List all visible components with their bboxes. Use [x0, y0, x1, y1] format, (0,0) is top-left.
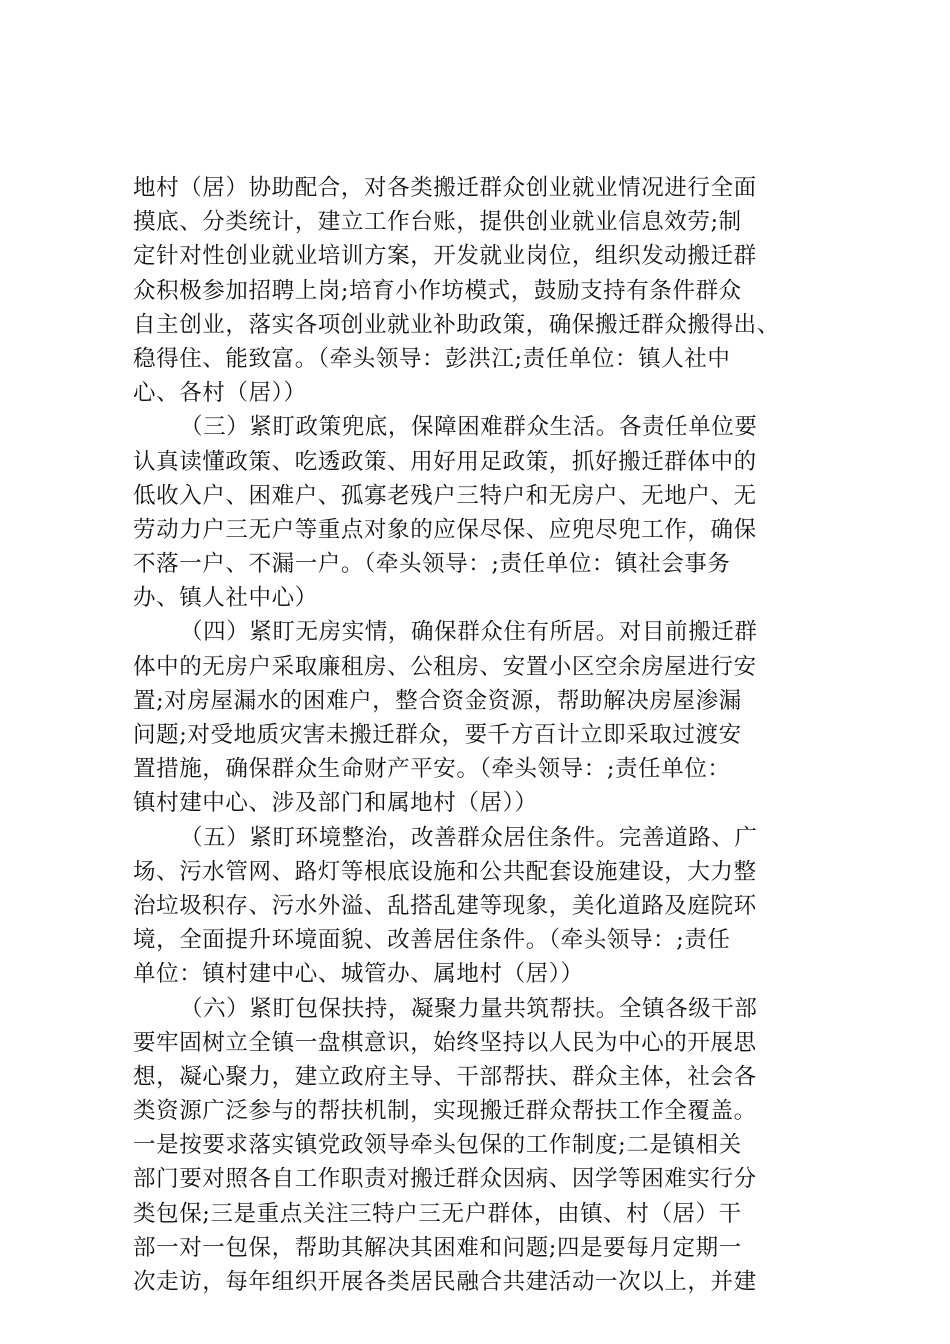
- text-line: 要牢固树立全镇一盘棋意识，始终坚持以人民为中心的开展思: [133, 1029, 757, 1056]
- text-line: 类资源广泛参与的帮扶机制，实现搬迁群众帮扶工作全覆盖。: [133, 1098, 757, 1125]
- text-line: 地村（居）协助配合，对各类搬迁群众创业就业情况进行全面: [133, 175, 757, 201]
- text-line: 境，全面提升环境面貌、改善居住条件。（牵头领导：;责任: [133, 927, 731, 954]
- text-line: 办、镇人社中心）: [133, 585, 318, 612]
- paragraph-start-line: （三）紧盯政策兜底，保障困难群众生活。各责任单位要: [180, 414, 758, 441]
- text-line: 置;对房屋漏水的困难户，整合资金资源，帮助解决房屋渗漏: [133, 687, 742, 714]
- text-line: 心、各村（居））: [133, 380, 307, 407]
- text-line: 劳动力户三无户等重点对象的应保尽保、应兜尽兜工作，确保: [133, 516, 757, 543]
- text-line: 问题;对受地质灾害未搬迁群众，要千方百计立即采取过渡安: [133, 722, 742, 748]
- text-line: 镇村建中心、涉及部门和属地村（居））: [133, 790, 538, 817]
- text-line: 单位：镇村建中心、城管办、属地村（居））: [133, 961, 584, 988]
- text-line: 置措施，确保群众生命财产平安。（牵头领导：;责任单位：: [133, 756, 731, 783]
- text-line: 体中的无房户采取廉租房、公租房、安置小区空余房屋进行安: [133, 653, 757, 680]
- text-line: 部一对一包保，帮助其解决其困难和问题;四是要每月定期一: [133, 1234, 742, 1261]
- text-line: 众积极参加招聘上岗;培育小作坊模式，鼓励支持有条件群众: [133, 277, 742, 304]
- text-line: 认真读懂政策、吃透政策、用好用足政策，抓好搬迁群体中的: [133, 448, 757, 475]
- paragraph-start-line: （六）紧盯包保扶持，凝聚力量共筑帮扶。全镇各级干部: [180, 995, 758, 1022]
- text-line: 自主创业，落实各项创业就业补助政策，确保搬迁群众搬得出、: [133, 311, 780, 338]
- text-line: 定针对性创业就业培训方案，开发就业岗位，组织发动搬迁群: [133, 243, 757, 270]
- text-line: 低收入户、困难户、孤寡老残户三特户和无房户、无地户、无: [133, 482, 757, 509]
- text-line: 稳得住、能致富。（牵头领导：彭洪江;责任单位：镇人社中: [133, 345, 731, 372]
- paragraph-start-line: （四）紧盯无房实情，确保群众住有所居。对目前搬迁群: [180, 619, 758, 646]
- text-line: 一是按要求落实镇党政领导牵头包保的工作制度;二是镇相关: [133, 1132, 742, 1159]
- text-line: 想，凝心聚力，建立政府主导、干部帮扶、群众主体，社会各: [133, 1063, 757, 1090]
- paragraph-start-line: （五）紧盯环境整治，改善群众居住条件。完善道路、广: [180, 824, 758, 851]
- text-line: 部门要对照各自工作职责对搬迁群众因病、因学等困难实行分: [133, 1166, 757, 1193]
- text-line: 场、污水管网、路灯等根底设施和公共配套设施建设，大力整: [133, 858, 757, 885]
- text-line: 次走访，每年组织开展各类居民融合共建活动一次以上，并建: [133, 1269, 757, 1295]
- text-line: 不落一户、不漏一户。（牵头领导：;责任单位：镇社会事务: [133, 551, 731, 578]
- text-line: 摸底、分类统计，建立工作台账，提供创业就业信息效劳;制: [133, 209, 742, 236]
- text-line: 治垃圾积存、污水外溢、乱搭乱建等现象，美化道路及庭院环: [133, 892, 757, 919]
- body-text: [133, 171, 833, 1299]
- text-line: 类包保;三是重点关注三特户三无户群体，由镇、村（居）干: [133, 1200, 742, 1227]
